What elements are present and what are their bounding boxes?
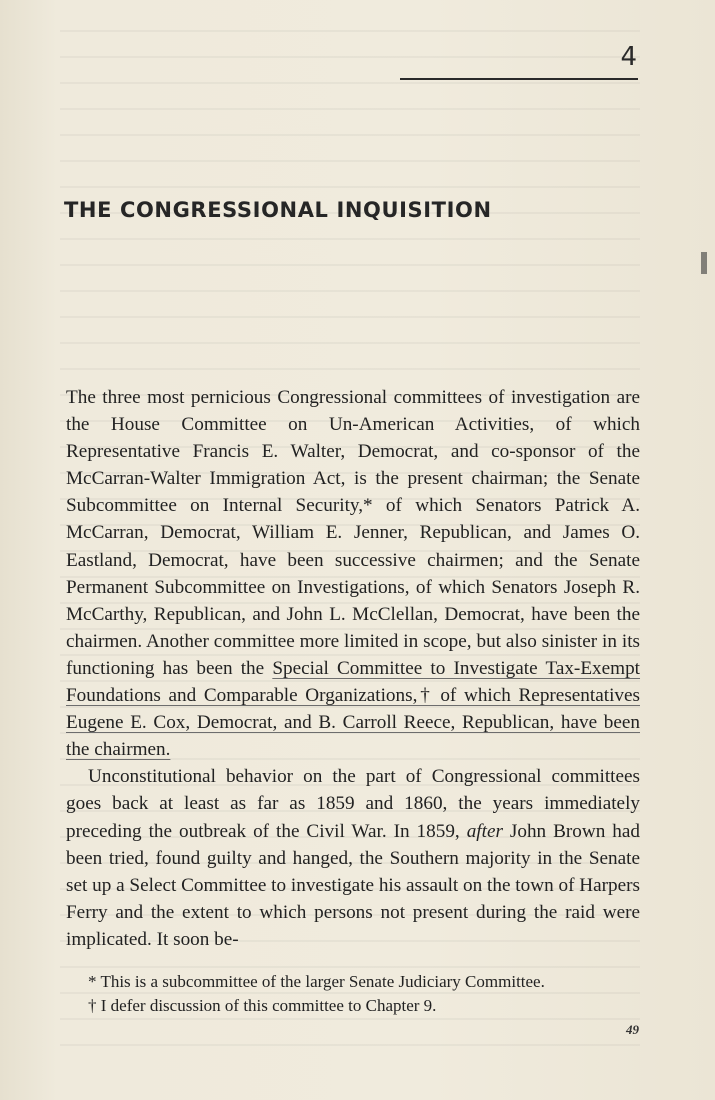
page-number: 49 [626, 1022, 639, 1037]
paragraph-1 [66, 384, 640, 763]
margin-mark [701, 252, 707, 274]
chapter-title: THE CONGRESSIONAL INQUISITION [64, 198, 492, 222]
footnote-2: † I defer discussion of this committee to Chapter 9. [88, 996, 437, 1015]
italic-emphasis: after [466, 820, 503, 842]
chapter-rule [400, 78, 638, 80]
paragraph-2 [66, 763, 640, 953]
chapter-number: 4 [620, 42, 637, 72]
body-text [66, 384, 640, 953]
paragraph-2-text-a: Unconstitutional behavior on the part of Congressional committees goes back at least as far as 1859 and 1860, the years immediately preceding the outbreak of the Civil War. In 1859, [66, 766, 640, 842]
footnotes [88, 970, 640, 1018]
underlined-passage: Special Committee to Investigate Tax-Exempt Foundations and Comparable Organizations,† of which Representatives Eugene E. Cox, Democrat, and B. Carroll Reece, Republican, have been the chairmen. [66, 657, 641, 761]
paragraph-1-text: The three most pernicious Congressional committees of investigation are the House Committee on Un-American Activities, of which Representative Francis E. Walter, Democrat, and co-sponsor of the McCarran-Walter Immigration Act, is the present chairman; the Senate Subcommittee on Internal Security,* of which Senators Patrick A. McCarran, Democrat, William E. Jenner, Republican, and James O. Eastland, Democrat, have been successive chairmen; and the Senate Permanent Subcommittee on Investigations, of which Senators Joseph R. McCarthy, Republican, and John L. McClellan, Democrat, have been the chairmen. Another committee more limited in scope, but also sinister in its functioning has been the [66, 387, 640, 679]
footnote-1: * This is a subcommittee of the larger Senate Judiciary Committee. [88, 972, 545, 991]
paragraph-2-text-b: John Brown had been tried, found guilty and hanged, the Southern majority in the Senate set up a Select Committee to investigate his assault on the town of Harpers Ferry and the extent to which persons not present during the raid were implicated. It soon be- [66, 820, 641, 950]
